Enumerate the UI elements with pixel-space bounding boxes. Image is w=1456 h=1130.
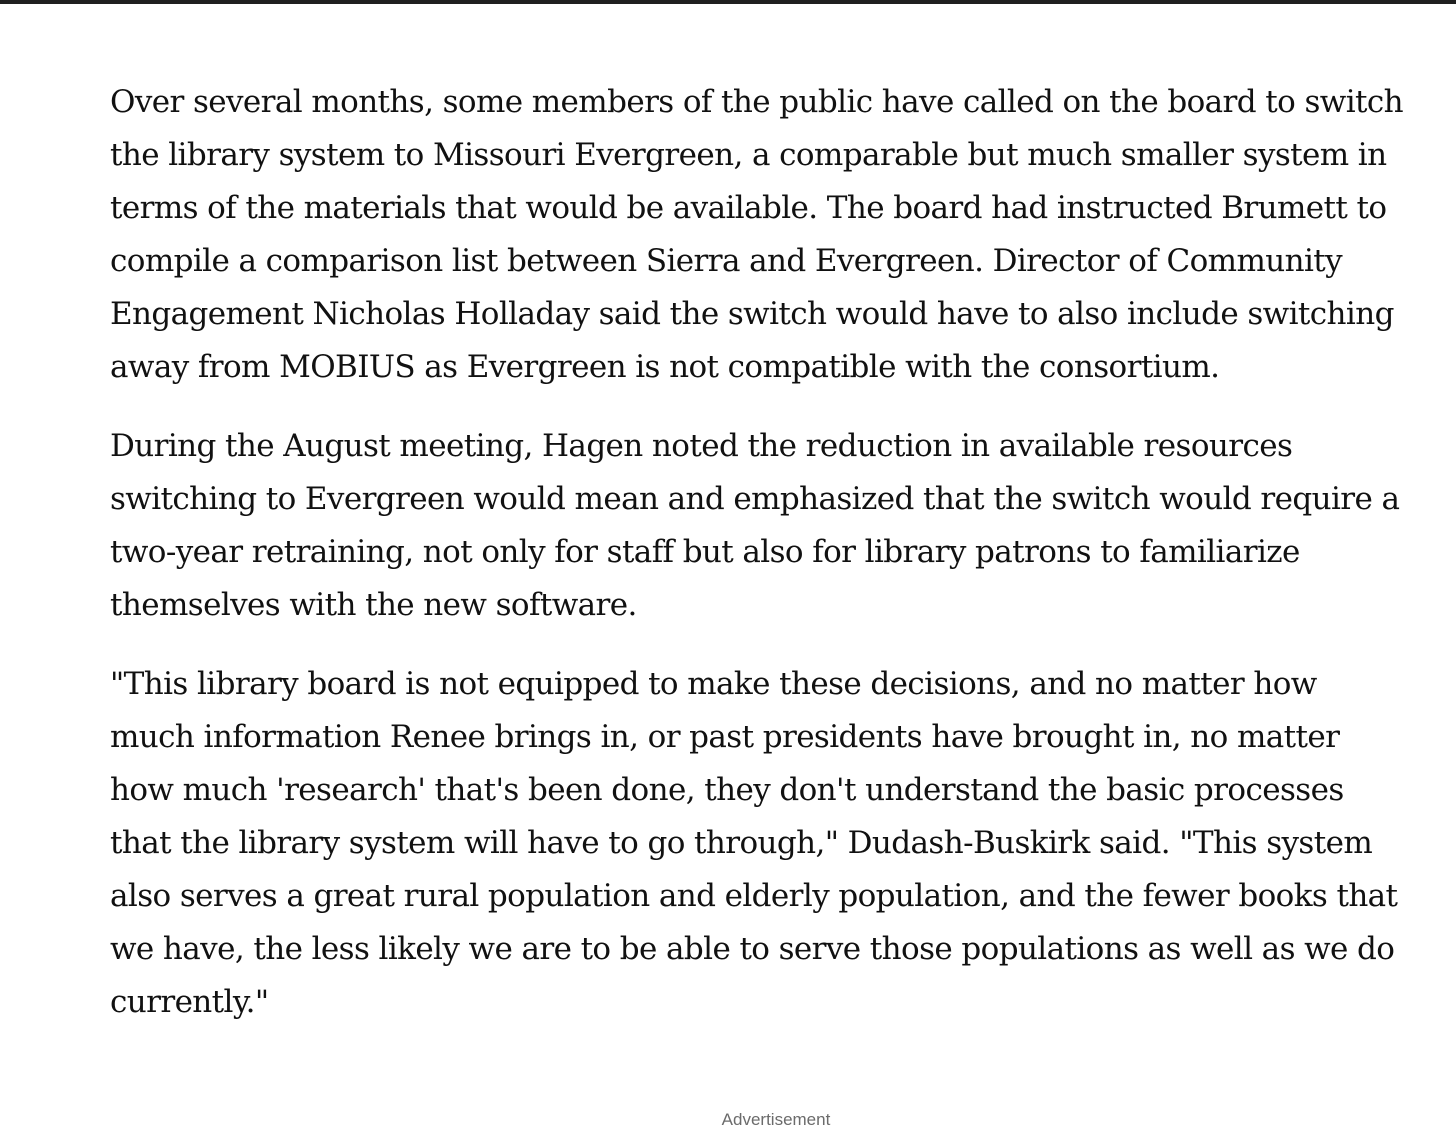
top-divider xyxy=(0,0,1456,4)
article-body xyxy=(110,76,1410,1055)
advertisement-label: Advertisement xyxy=(721,1110,831,1129)
article-paragraph: Over several months, some members of the public have called on the board to switch the library system to Missouri Evergreen, a comparable but much smaller system in terms of the materials that would be available. The board had instructed Brumett to compile a comparison list between Sierra and Evergreen. Director of Community Engagement Nicholas Holladay said the switch would have to also include switching away from MOBIUS as Evergreen is not compatible with the consortium. xyxy=(110,84,1403,385)
article-paragraph: During the August meeting, Hagen noted the reduction in available resources switching to Evergreen would mean and emphasized that the switch would require a two-year retraining, not only for staff but also for library patrons to familiarize themselves with the new software. xyxy=(110,428,1400,623)
article-paragraph: "This library board is not equipped to make these decisions, and no matter how much information Renee brings in, or past presidents have brought in, no matter how much 'research' that's been done, they don't understand the basic processes that the library system will have to go through," Dudash-Buskirk said. "This system also serves a great rural population and elderly population, and the fewer books that we have, the less likely we are to be able to serve those populations as well as we do currently." xyxy=(110,666,1398,1020)
